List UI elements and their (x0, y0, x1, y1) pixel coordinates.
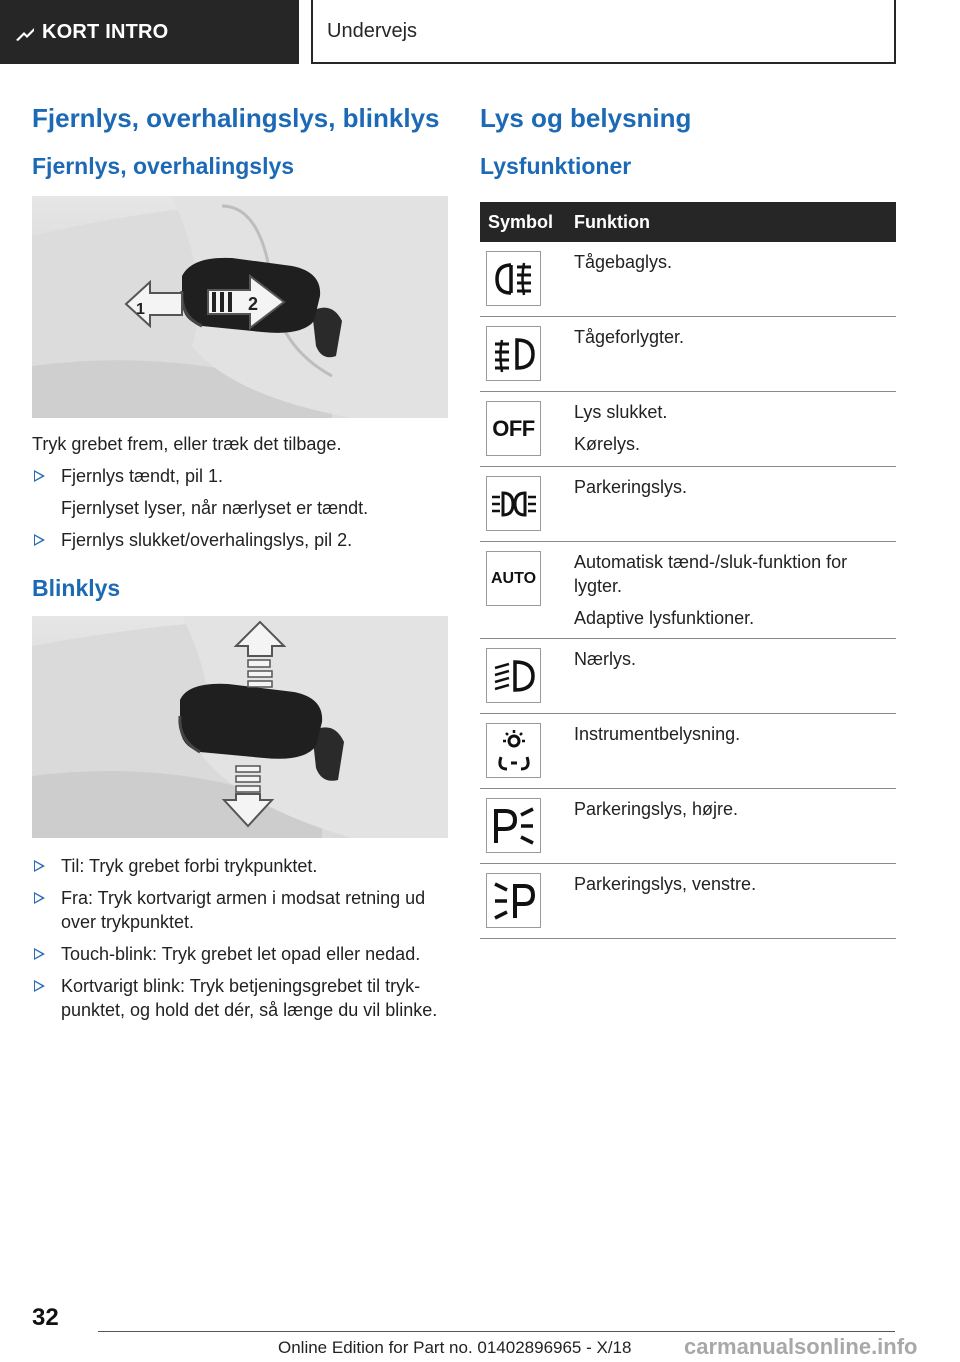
page-number: 32 (32, 1304, 59, 1331)
table-row: Instrumentbelysning. (480, 714, 896, 789)
parking-light-left-icon (486, 873, 541, 928)
table-row: Parkeringslys. (480, 467, 896, 542)
high-beam-lever-photo (32, 196, 448, 418)
parking-light-right-icon (486, 798, 541, 853)
bullet-triangle-icon (34, 860, 45, 872)
edition-text: Online Edition for Part no. 01402896965 - X/18 (278, 1338, 632, 1357)
arrow-2-label: 2 (248, 294, 259, 314)
watermark: carmanualsonline.info (684, 1334, 918, 1359)
table-row: Tågebaglys. (480, 242, 896, 317)
bullet-triangle-icon (34, 534, 45, 546)
list-item: Touch-blink: Tryk grebet let opad eller nedad. (32, 942, 448, 966)
subsection-title-light-functions: Lysfunktioner (480, 153, 632, 179)
rear-fog-light-icon (486, 251, 541, 306)
table-row: Parkeringslys, højre. (480, 789, 896, 864)
section-title-left: Fjernlys, overhalingslys, blinklys (32, 103, 440, 133)
top-bar (0, 0, 960, 66)
section-tab[interactable] (0, 0, 299, 64)
list-item: Fjernlys slukket/overhalingslys, pil 2. (32, 528, 448, 552)
chapter-tab-label: Undervejs (327, 19, 418, 42)
parking-lights-icon (486, 476, 541, 531)
table-row: Nærlys. (480, 639, 896, 714)
table-row: Parkeringslys, venstre. (480, 864, 896, 939)
bullet-triangle-icon (34, 892, 45, 904)
section-title-right: Lys og belysning (480, 103, 692, 133)
right-column (480, 100, 896, 939)
high-beam-list (32, 464, 448, 552)
table-row: Tågeforlygter. (480, 317, 896, 392)
bullet-triangle-icon (34, 470, 45, 482)
lever-instruction: Tryk grebet frem, eller træk det tilbage. (32, 434, 342, 454)
off-icon: OFF (486, 401, 541, 456)
table-row: AUTO Automatisk tænd-/sluk-funktion for lygter. Adaptive lysfunktioner. (480, 542, 896, 639)
list-item: Til: Tryk grebet forbi trykpunktet. (32, 854, 448, 878)
low-beam-icon (486, 648, 541, 703)
arrow-1-label: 1 (136, 301, 145, 318)
turn-signal-list (32, 854, 448, 1022)
light-functions-table (480, 202, 896, 939)
subsection-title-high-beam: Fjernlys, overhalingslys (32, 153, 295, 179)
instrument-lighting-icon (486, 723, 541, 778)
turn-signal-lever-photo (32, 616, 448, 838)
front-fog-light-icon (486, 326, 541, 381)
table-header-row (480, 202, 896, 242)
column-header-symbol: Symbol (480, 202, 566, 242)
column-header-function: Funktion (566, 202, 896, 242)
list-item: Fjernlys tændt, pil 1. Fjernlyset lyser, når nærlyset er tændt. (32, 464, 448, 520)
bullet-triangle-icon (34, 980, 45, 992)
left-column (32, 100, 448, 1030)
car-arrow-icon (14, 28, 36, 42)
list-item: Fra: Tryk kortvarigt armen i modsat retning ud over trykpunktet. (32, 886, 448, 934)
chapter-tab[interactable] (311, 0, 896, 64)
section-tab-label: KORT INTRO (42, 20, 169, 43)
bullet-triangle-icon (34, 948, 45, 960)
auto-icon: AUTO (486, 551, 541, 606)
subsection-title-turn-signal: Blinklys (32, 575, 121, 601)
footer-divider (98, 1331, 895, 1332)
list-item: Kortvarigt blink: Tryk betjeningsgrebet til trykpunktet, og hold det dér, så længe du vil blinke. (32, 974, 448, 1022)
table-row: OFF Lys slukket. Kørelys. (480, 392, 896, 467)
